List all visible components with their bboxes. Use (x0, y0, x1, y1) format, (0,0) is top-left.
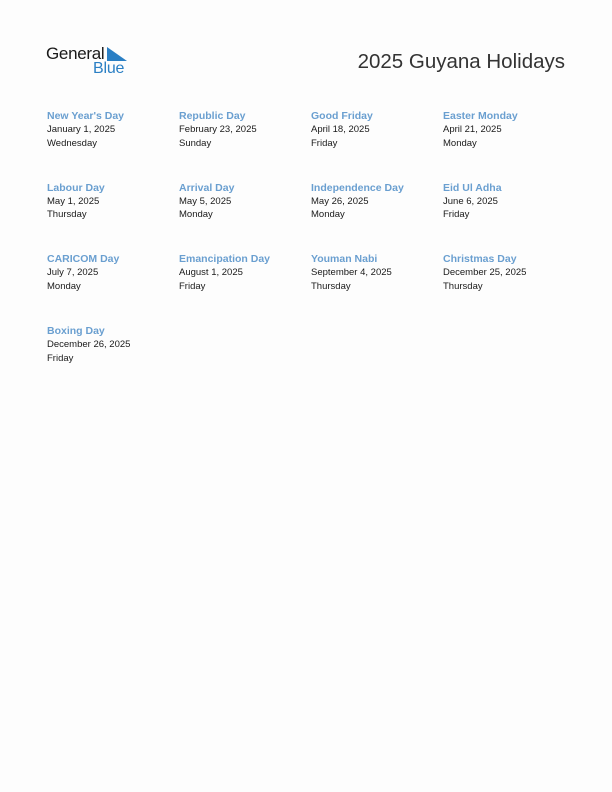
holiday-item (179, 252, 311, 324)
holiday-name: Emancipation Day (179, 253, 271, 266)
holiday-name: Boxing Day (47, 325, 105, 338)
holiday-name: Republic Day (179, 110, 246, 122)
holiday-weekday: Thursday (47, 209, 87, 221)
holiday-date: February 23, 2025 (179, 124, 257, 135)
holiday-date: April 18, 2025 (311, 124, 370, 135)
holiday-name: Arrival Day (179, 181, 235, 194)
holiday-date: September 4, 2025 (311, 267, 392, 279)
holiday-item (311, 252, 443, 324)
holiday-name: Independence Day (311, 181, 404, 194)
holiday-item (179, 181, 311, 253)
holiday-date: May 1, 2025 (47, 195, 100, 207)
holiday-date: April 21, 2025 (443, 124, 502, 135)
holiday-date: May 5, 2025 (179, 195, 232, 207)
holiday-name: CARICOM Day (47, 253, 120, 266)
holiday-weekday: Friday (443, 209, 470, 221)
holiday-item (47, 252, 179, 324)
holiday-date: August 1, 2025 (179, 267, 243, 279)
holiday-weekday: Monday (179, 209, 213, 221)
holiday-list (47, 109, 575, 396)
holiday-weekday: Friday (311, 137, 338, 149)
holiday-date: May 26, 2025 (311, 195, 369, 207)
holiday-date: June 6, 2025 (443, 195, 498, 207)
holiday-weekday: Wednesday (47, 137, 97, 149)
holiday-name: Christmas Day (443, 253, 517, 266)
logo-text-blue: Blue (93, 60, 125, 77)
holiday-weekday: Thursday (443, 280, 483, 292)
holiday-name: Eid Ul Adha (443, 181, 502, 194)
holiday-item (311, 109, 443, 181)
holiday-item (47, 181, 179, 253)
holiday-date: December 25, 2025 (443, 267, 527, 279)
generalblue-logo (46, 44, 136, 80)
holiday-weekday: Monday (443, 137, 477, 149)
holiday-item (443, 181, 575, 253)
holiday-weekday: Monday (47, 280, 81, 292)
holiday-weekday: Monday (311, 209, 345, 221)
holiday-name: Youman Nabi (311, 253, 378, 266)
page-title: 2025 Guyana Holidays (357, 50, 565, 73)
holiday-weekday: Sunday (179, 137, 212, 149)
holiday-item (443, 252, 575, 324)
holiday-item (47, 109, 179, 181)
holiday-weekday: Friday (179, 280, 206, 292)
holiday-name: Labour Day (47, 181, 105, 194)
holiday-item (47, 324, 179, 396)
holiday-date: July 7, 2025 (47, 267, 99, 279)
holiday-item (311, 181, 443, 253)
holiday-date: January 1, 2025 (47, 124, 116, 135)
holiday-name: New Year's Day (47, 110, 125, 122)
holiday-weekday: Friday (47, 352, 74, 364)
logo-text-general: General (46, 44, 105, 63)
logo-triangle-icon (107, 47, 127, 61)
holiday-name: Good Friday (311, 110, 373, 122)
holiday-date: December 26, 2025 (47, 339, 131, 351)
holiday-item (179, 109, 311, 181)
holiday-weekday: Thursday (311, 280, 351, 292)
holiday-name: Easter Monday (443, 110, 518, 122)
holiday-item (443, 109, 575, 181)
